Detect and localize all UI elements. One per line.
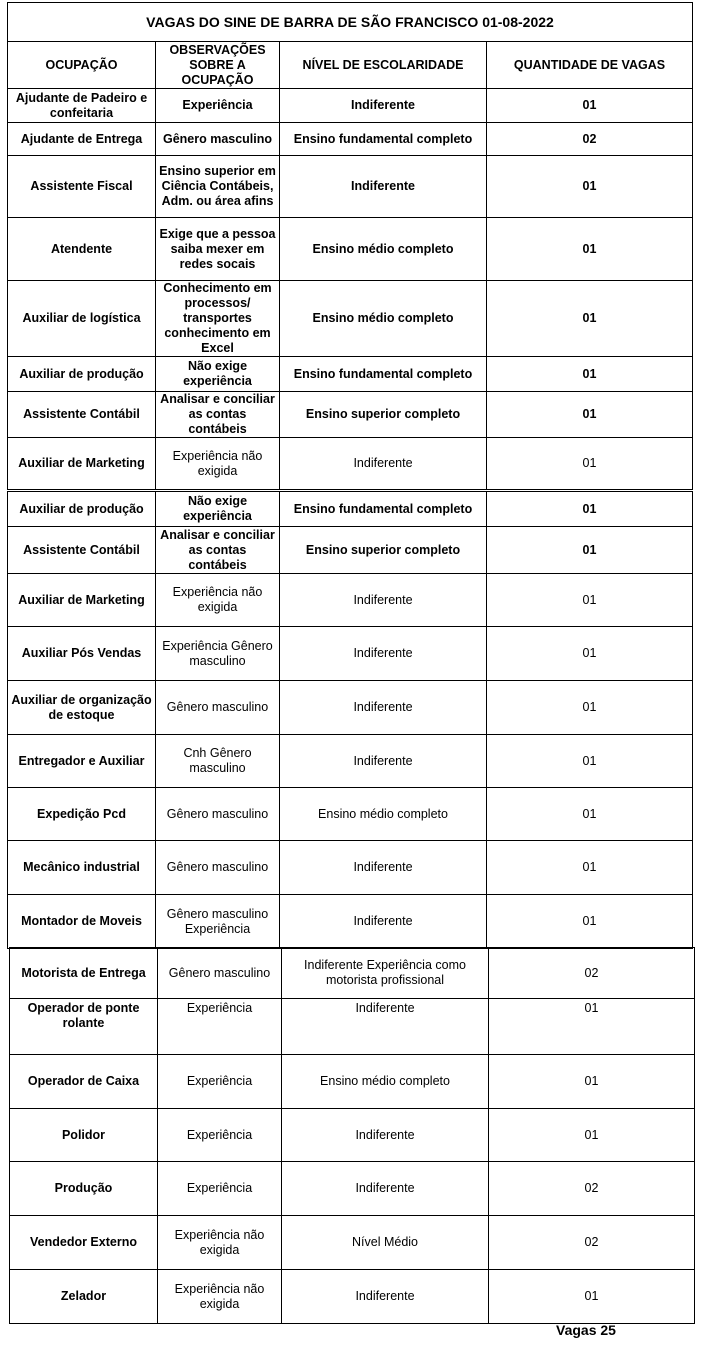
cell-observations: Não exige experiência (155, 491, 280, 527)
cell-education: Indiferente (279, 626, 487, 681)
cell-quantity: 01 (486, 787, 693, 841)
cell-quantity: 01 (486, 217, 693, 281)
cell-observations: Experiência (157, 998, 282, 1055)
cell-quantity: 01 (486, 155, 693, 218)
cell-occupation: Operador de Caixa (9, 1054, 158, 1109)
cell-observations: Experiência (157, 1161, 282, 1216)
cell-observations: Não exige experiência (155, 356, 280, 392)
cell-quantity: 01 (486, 526, 693, 574)
cell-occupation: Auxiliar de Marketing (7, 573, 156, 627)
cell-occupation: Auxiliar de organização de estoque (7, 680, 156, 735)
cell-education: Indiferente (281, 1269, 489, 1324)
cell-occupation: Operador de ponte rolante (9, 998, 158, 1055)
cell-education: Ensino médio completo (279, 280, 487, 357)
cell-observations: Experiência (157, 1108, 282, 1162)
cell-observations: Analisar e conciliar as contas contábeis (155, 526, 280, 574)
cell-quantity: 01 (486, 680, 693, 735)
cell-education: Ensino fundamental completo (279, 122, 487, 156)
cell-education: Indiferente (281, 1161, 489, 1216)
cell-occupation: Motorista de Entrega (9, 947, 158, 999)
cell-quantity: 01 (486, 734, 693, 788)
cell-observations: Ensino superior em Ciência Contábeis, Adm. ou área afins (155, 155, 280, 218)
cell-occupation: Auxiliar de logística (7, 280, 156, 357)
cell-observations: Experiência não exigida (157, 1215, 282, 1270)
cell-occupation: Produção (9, 1161, 158, 1216)
header-education: NÍVEL DE ESCOLARIDADE (279, 41, 487, 89)
cell-observations: Experiência não exigida (155, 573, 280, 627)
cell-occupation: Entregador e Auxiliar (7, 734, 156, 788)
cell-education: Ensino médio completo (281, 1054, 489, 1109)
cell-observations: Analisar e conciliar as contas contábeis (155, 391, 280, 438)
cell-occupation: Mecânico industrial (7, 840, 156, 895)
cell-education: Indiferente Experiência como motorista profissional (281, 947, 489, 999)
cell-occupation: Polidor (9, 1108, 158, 1162)
cell-occupation: Auxiliar Pós Vendas (7, 626, 156, 681)
cell-observations: Gênero masculino (155, 787, 280, 841)
cell-quantity: 02 (486, 122, 693, 156)
header-quantity: QUANTIDADE DE VAGAS (486, 41, 693, 89)
cell-observations: Cnh Gênero masculino (155, 734, 280, 788)
cell-observations: Gênero masculino (157, 947, 282, 999)
cell-quantity: 01 (486, 573, 693, 627)
cell-education: Indiferente (279, 894, 487, 949)
cell-education: Ensino superior completo (279, 391, 487, 438)
cell-observations: Experiência (157, 1054, 282, 1109)
cell-observations: Experiência (155, 88, 280, 123)
cell-quantity: 01 (486, 626, 693, 681)
cell-occupation: Auxiliar de Marketing (7, 437, 156, 490)
header-observations: OBSERVAÇÕES SOBRE A OCUPAÇÃO (155, 41, 280, 89)
cell-education: Indiferente (279, 573, 487, 627)
cell-quantity: 01 (488, 1269, 695, 1324)
cell-occupation: Ajudante de Padeiro e confeitaria (7, 88, 156, 123)
cell-education: Indiferente (281, 1108, 489, 1162)
cell-education: Indiferente (279, 840, 487, 895)
cell-occupation: Ajudante de Entrega (7, 122, 156, 156)
cell-education: Indiferente (279, 437, 487, 490)
cell-education: Nível Médio (281, 1215, 489, 1270)
cell-education: Ensino fundamental completo (279, 356, 487, 392)
cell-occupation: Assistente Contábil (7, 391, 156, 438)
cell-quantity: 01 (486, 280, 693, 357)
cell-observations: Experiência não exigida (155, 437, 280, 490)
cell-observations: Experiência não exigida (157, 1269, 282, 1324)
cell-education: Indiferente (279, 680, 487, 735)
cell-occupation: Auxiliar de produção (7, 491, 156, 527)
header-occupation: OCUPAÇÃO (7, 41, 156, 89)
cell-observations: Gênero masculino Experiência (155, 894, 280, 949)
cell-occupation: Assistente Fiscal (7, 155, 156, 218)
cell-education: Indiferente (281, 998, 489, 1055)
cell-education: Ensino superior completo (279, 526, 487, 574)
cell-occupation: Atendente (7, 217, 156, 281)
cell-occupation: Zelador (9, 1269, 158, 1324)
cell-quantity: 02 (488, 1215, 695, 1270)
cell-quantity: 01 (486, 894, 693, 949)
cell-education: Indiferente (279, 734, 487, 788)
cell-quantity: 01 (488, 998, 695, 1055)
cell-occupation: Vendedor Externo (9, 1215, 158, 1270)
cell-education: Indiferente (279, 88, 487, 123)
cell-quantity: 01 (488, 1108, 695, 1162)
cell-observations: Gênero masculino (155, 680, 280, 735)
cell-occupation: Expedição Pcd (7, 787, 156, 841)
cell-observations: Experiência Gênero masculino (155, 626, 280, 681)
total-vacancies: Vagas 25 (556, 1322, 616, 1338)
cell-education: Ensino médio completo (279, 217, 487, 281)
cell-observations: Gênero masculino (155, 122, 280, 156)
cell-quantity: 01 (486, 437, 693, 490)
cell-quantity: 02 (488, 947, 695, 999)
cell-quantity: 01 (486, 491, 693, 527)
cell-education: Indiferente (279, 155, 487, 218)
cell-education: Ensino médio completo (279, 787, 487, 841)
table-title: VAGAS DO SINE DE BARRA DE SÃO FRANCISCO 01-08-2022 (7, 2, 693, 42)
cell-observations: Exige que a pessoa saiba mexer em redes socais (155, 217, 280, 281)
cell-quantity: 01 (486, 356, 693, 392)
cell-quantity: 01 (486, 88, 693, 123)
cell-occupation: Assistente Contábil (7, 526, 156, 574)
cell-observations: Conhecimento em processos/ transportes conhecimento em Excel (155, 280, 280, 357)
cell-quantity: 02 (488, 1161, 695, 1216)
cell-observations: Gênero masculino (155, 840, 280, 895)
cell-quantity: 01 (486, 840, 693, 895)
cell-occupation: Auxiliar de produção (7, 356, 156, 392)
cell-quantity: 01 (488, 1054, 695, 1109)
cell-education: Ensino fundamental completo (279, 491, 487, 527)
cell-occupation: Montador de Moveis (7, 894, 156, 949)
cell-quantity: 01 (486, 391, 693, 438)
